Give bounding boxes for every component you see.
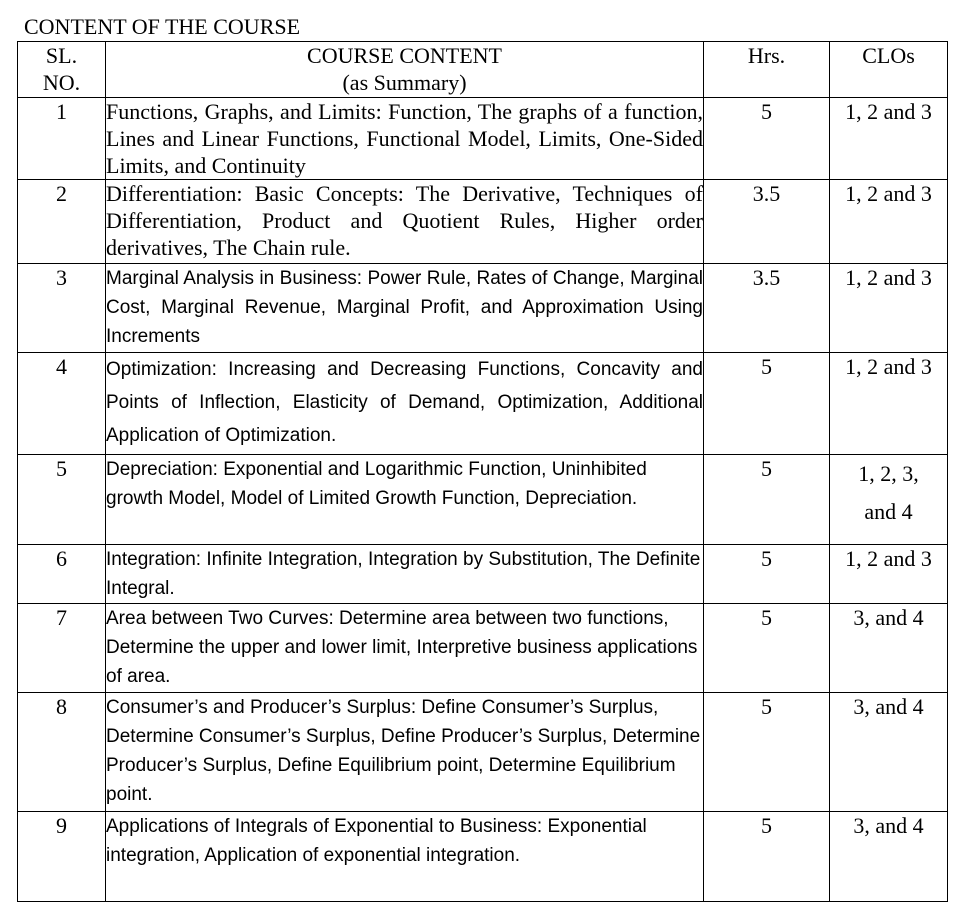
row-hrs: 5: [704, 545, 830, 604]
row-sl: 9: [18, 812, 106, 902]
row-content: Marginal Analysis in Business: Power Rule, Rates of Change, Marginal Cost, Marginal Revenue, Marginal Profit, and Approximation Using Increments: [106, 264, 704, 353]
row-content: Integration: Infinite Integration, Integration by Substitution, The Definite Integral.: [106, 545, 704, 604]
clos-header: CLOs: [830, 42, 948, 98]
row-sl: 4: [18, 353, 106, 455]
sl-no-header: [18, 42, 106, 98]
row-sl: 3: [18, 264, 106, 353]
document-title: CONTENT OF THE COURSE: [24, 14, 301, 39]
row-content: Depreciation: Exponential and Logarithmic Function, Uninhibited growth Model, Model of Limited Growth Function, Depreciation.: [106, 455, 704, 545]
row-content: Area between Two Curves: Determine area between two functions, Determine the upper and lower limit, Interpretive business applications of area.: [106, 604, 704, 693]
table-row: [18, 812, 948, 902]
hrs-header: Hrs.: [704, 42, 830, 98]
course-content-table: [17, 41, 948, 902]
table-row: [18, 180, 948, 264]
row-hrs: 5: [704, 604, 830, 693]
row-content: Differentiation: Basic Concepts: The Derivative, Techniques of Differentiation, Product and Quotient Rules, Higher order derivatives, The Chain rule.: [106, 180, 704, 264]
row-hrs: 5: [704, 693, 830, 812]
row-sl: 2: [18, 180, 106, 264]
row-clos: 1, 2 and 3: [830, 98, 948, 180]
table-row: [18, 604, 948, 693]
row-clos: 3, and 4: [830, 604, 948, 693]
table-row: [18, 98, 948, 180]
row-clos: 1, 2 and 3: [830, 545, 948, 604]
content-header-line2: (as Summary): [342, 70, 467, 95]
sl-header-line1: SL.: [45, 43, 78, 68]
row-hrs: 3.5: [704, 264, 830, 353]
content-header-line1: COURSE CONTENT: [307, 43, 502, 68]
row-clos: [830, 455, 948, 545]
row-content: Consumer’s and Producer’s Surplus: Define Consumer’s Surplus, Determine Consumer’s Surplus, Define Producer’s Surplus, Determine Producer’s Surplus, Define Equilibrium point, Determine Equilibrium point.: [106, 693, 704, 812]
table-row: [18, 264, 948, 353]
row-clos-line2: and 4: [864, 499, 913, 524]
table-row: [18, 353, 948, 455]
row-hrs: 3.5: [704, 180, 830, 264]
row-hrs: 5: [704, 353, 830, 455]
row-hrs: 5: [704, 98, 830, 180]
table-row: [18, 545, 948, 604]
table-row: [18, 455, 948, 545]
sl-header-line2: NO.: [42, 70, 81, 95]
row-content: Optimization: Increasing and Decreasing Functions, Concavity and Points of Inflection, Elasticity of Demand, Optimization, Additional Application of Optimization.: [106, 353, 704, 455]
table-row: [18, 693, 948, 812]
row-sl: 8: [18, 693, 106, 812]
row-clos: 1, 2 and 3: [830, 180, 948, 264]
row-clos: 3, and 4: [830, 812, 948, 902]
row-hrs: 5: [704, 812, 830, 902]
row-clos: 1, 2 and 3: [830, 264, 948, 353]
row-hrs: 5: [704, 455, 830, 545]
row-clos-line1: 1, 2, 3,: [858, 461, 919, 486]
row-sl: 6: [18, 545, 106, 604]
row-clos: 1, 2 and 3: [830, 353, 948, 455]
table-header-row: [18, 42, 948, 98]
row-clos: 3, and 4: [830, 693, 948, 812]
row-sl: 7: [18, 604, 106, 693]
row-sl: 5: [18, 455, 106, 545]
row-content: Applications of Integrals of Exponential to Business: Exponential integration, Application of exponential integration.: [106, 812, 704, 902]
row-sl: 1: [18, 98, 106, 180]
row-content: Functions, Graphs, and Limits: Function, The graphs of a function, Lines and Linear Functions, Functional Model, Limits, One-Sided Limits, and Continuity: [106, 99, 703, 178]
course-content-header: [106, 42, 704, 98]
